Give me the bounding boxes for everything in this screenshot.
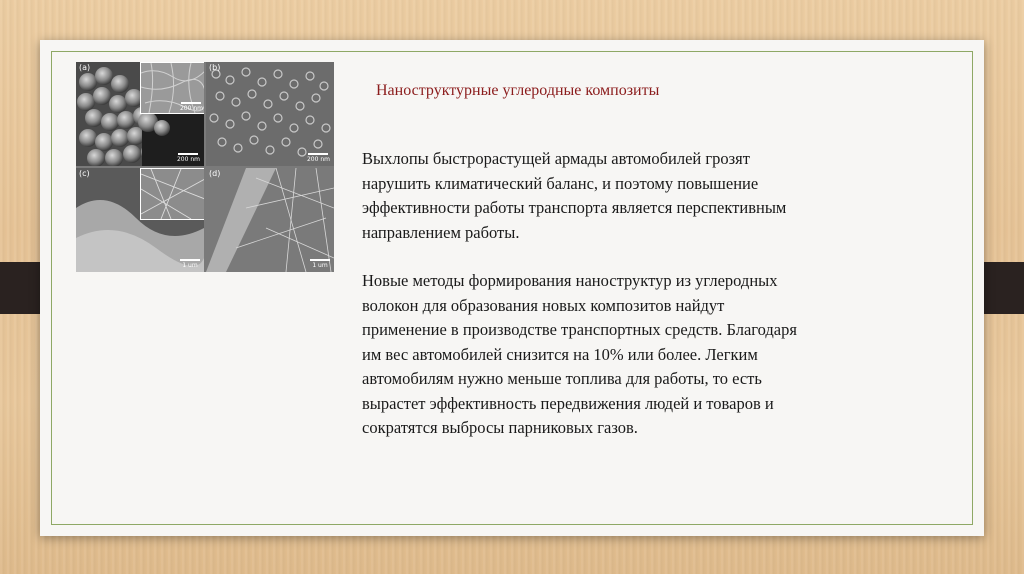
paragraph-2 — [362, 269, 922, 441]
figure-panel-d — [206, 168, 334, 272]
sem-micrograph-figure — [76, 62, 334, 272]
slide-title: Наноструктурные углеродные композиты — [376, 82, 660, 99]
panel-d-image — [206, 168, 334, 272]
paragraph-1-line: нарушить климатический баланс, и поэтому повышение — [362, 173, 759, 193]
panel-a-label: (a) — [79, 63, 91, 72]
panel-c-inset — [140, 168, 204, 220]
paragraph-2-line: применение в производстве транспортных средств. Благодаря — [362, 320, 797, 339]
paragraph-2-line: волокон для образования новых композитов найдут — [362, 295, 725, 315]
panel-b-label: (b) — [209, 63, 221, 72]
panel-a-inset-scale: 200 nm — [180, 102, 203, 112]
panel-a-scale: 200 nm — [177, 153, 200, 163]
panel-b-scale: 200 nm — [307, 153, 330, 163]
paragraph-2-line: сократятся выбросы парниковых газов. — [362, 418, 638, 437]
paragraph-1-line: Выхлопы быстрорастущей армады автомобилей грозят — [362, 149, 750, 168]
panel-a-inset — [140, 62, 204, 114]
figure-panel-b — [206, 62, 334, 166]
paragraph-2-line: автомобилям нужно меньше топлива для работы, то есть — [362, 369, 762, 388]
figure-panel-c — [76, 168, 204, 272]
paragraph-2-line: вырастет эффективность передвижения людей и товаров и — [362, 393, 774, 413]
paragraph-1-line: направлением работы. — [362, 222, 520, 242]
panel-c-scale: 1 um — [180, 259, 200, 269]
panel-d-scale: 1 um — [310, 259, 330, 269]
paragraph-1 — [362, 147, 922, 245]
panel-d-label: (d) — [209, 169, 221, 178]
panel-b-image — [206, 62, 334, 166]
paragraph-2-line: Новые методы формирования наноструктур из углеродных — [362, 271, 778, 290]
paragraph-1-line: эффективности работы транспорта является перспективным — [362, 198, 787, 217]
figure-panel-a — [76, 62, 204, 166]
panel-c-label: (c) — [79, 169, 90, 178]
paragraph-2-line: им вес автомобилей снизится на 10% или более. Легким — [362, 344, 758, 364]
